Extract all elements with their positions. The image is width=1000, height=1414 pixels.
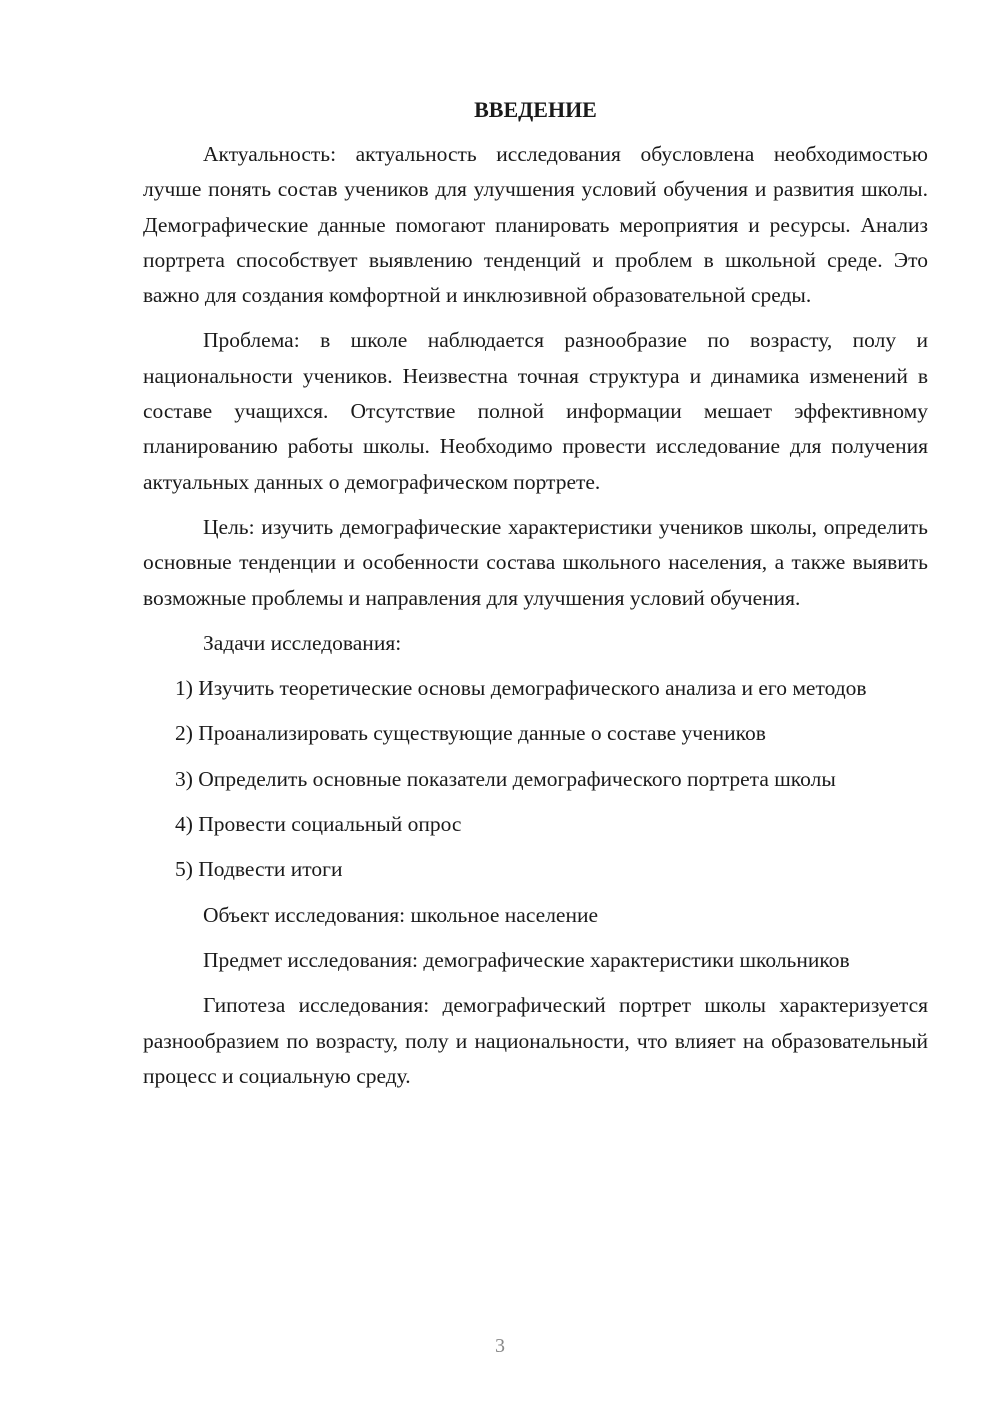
task-item-5: 5) Подвести итоги [175, 857, 343, 882]
page-content [143, 95, 928, 1094]
hypothesis-paragraph: Гипотеза исследования: демографический портрет школы характеризуется разнообразием по возрасту, полу и национальности, что влияет на образовательный процесс и социальную среду. [143, 993, 928, 1088]
task-item-1: 1) Изучить теоретические основы демографического анализа и его методов [175, 676, 867, 701]
problem-paragraph: Проблема: в школе наблюдается разнообразие по возрасту, полу и национальности учеников. Неизвестна точная структура и динамика изменений в составе учащихся. Отсутствие полной информации мешает эффективному планированию работы школы. Необходимо провести исследование для получения актуальных данных о демографическом портрете. [143, 328, 928, 494]
relevance-paragraph: Актуальность: актуальность исследования обусловлена необходимостью лучше понять состав учеников для улучшения условий обучения и развития школы. Демографические данные помогают планировать мероприятия и ресурсы. Анализ портрета способствует выявлению тенденций и проблем в школьной среде. Это важно для создания комфортной и инклюзивной образовательной среды. [143, 142, 928, 308]
document-title: ВВЕДЕНИЕ [474, 97, 597, 122]
subject-paragraph: Предмет исследования: демографические характеристики школьников [203, 947, 850, 972]
tasks-heading: Задачи исследования: [203, 630, 402, 655]
page-number: 3 [495, 1335, 505, 1357]
goal-paragraph: Цель: изучить демографические характеристики учеников школы, определить основные тенденции и особенности состава школьного населения, а также выявить возможные проблемы и направления для улучшения условий обучения. [143, 514, 928, 610]
task-item-3: 3) Определить основные показатели демографического портрета школы [175, 766, 836, 791]
task-item-2: 2) Проанализировать существующие данные о составе учеников [175, 721, 766, 746]
task-item-4: 4) Провести социальный опрос [175, 812, 462, 837]
object-paragraph: Объект исследования: школьное население [203, 902, 599, 927]
